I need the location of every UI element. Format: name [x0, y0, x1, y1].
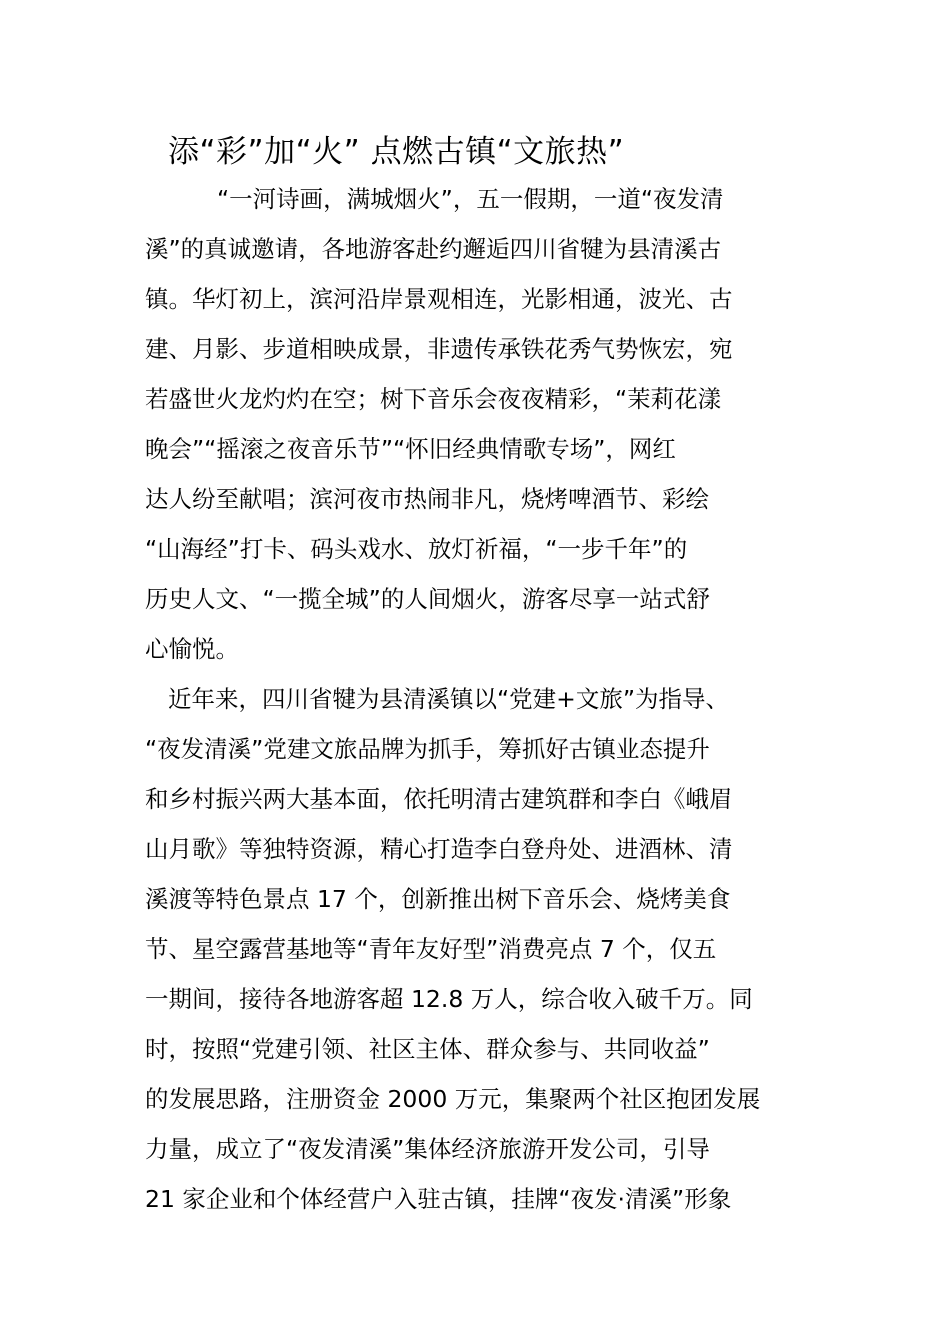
paragraph-1-line: 建、月影、步道相映成景，非遗传承铁花秀气势恢宏，宛: [145, 335, 733, 363]
paragraph-2-line: 21 家企业和个体经营户入驻古镇，挂牌“夜发·清溪”形象: [145, 1185, 732, 1213]
paragraph-2-line: “夜发清溪”党建文旅品牌为抓手，筹抓好古镇业态提升: [145, 735, 710, 763]
paragraph-1-line: 达人纷至献唱；滨河夜市热闹非凡，烧烤啤酒节、彩绘: [145, 485, 709, 513]
paragraph-2-line: 力量，成立了“夜发清溪”集体经济旅游开发公司，引导: [145, 1135, 710, 1163]
paragraph-2-line: 和乡村振兴两大基本面，依托明清古建筑群和李白《峨眉: [145, 785, 733, 813]
paragraph-2-line: 的发展思路，注册资金 2000 万元，集聚两个社区抱团发展: [145, 1085, 761, 1113]
paragraph-2-line: 山月歌》等独特资源，精心打造李白登舟处、进酒林、清: [145, 835, 733, 863]
paragraph-1-line: “一河诗画，满城烟火”，五一假期，一道“夜发清: [217, 185, 724, 213]
paragraph-1-line: 镇。华灯初上，滨河沿岸景观相连，光影相通，波光、古: [145, 285, 733, 313]
paragraph-2-line: 一期间，接待各地游客超 12.8 万人，综合收入破千万。同: [145, 985, 753, 1013]
paragraph-1-line: 晚会”“摇滚之夜音乐节”“怀旧经典情歌专场”，网红: [145, 435, 676, 463]
paragraph-1-line: 历史人文、“一揽全城”的人间烟火，游客尽享一站式舒: [145, 585, 710, 613]
paragraph-2-line: 节、星空露营基地等“青年友好型”消费亮点 7 个，仅五: [145, 935, 717, 963]
paragraph-1-line: 心愉悦。: [145, 635, 239, 663]
paragraph-2-line: 近年来，四川省犍为县清溪镇以“党建+文旅”为指导、: [168, 685, 730, 713]
paragraph-1-line: “山海经”打卡、码头戏水、放灯祈福，“一步千年”的: [145, 535, 688, 563]
paragraph-2-line: 时，按照“党建引领、社区主体、群众参与、共同收益”: [145, 1035, 710, 1063]
paragraph-1-line: 若盛世火龙灼灼在空；树下音乐会夜夜精彩，“茉莉花漾: [145, 385, 722, 413]
paragraph-2-line: 溪渡等特色景点 17 个，创新推出树下音乐会、烧烤美食: [145, 885, 731, 913]
document-title: 添“彩”加“火” 点燃古镇“文旅热”: [168, 134, 625, 170]
paragraph-1-line: 溪”的真诚邀请，各地游客赴约邂逅四川省犍为县清溪古: [145, 235, 722, 263]
